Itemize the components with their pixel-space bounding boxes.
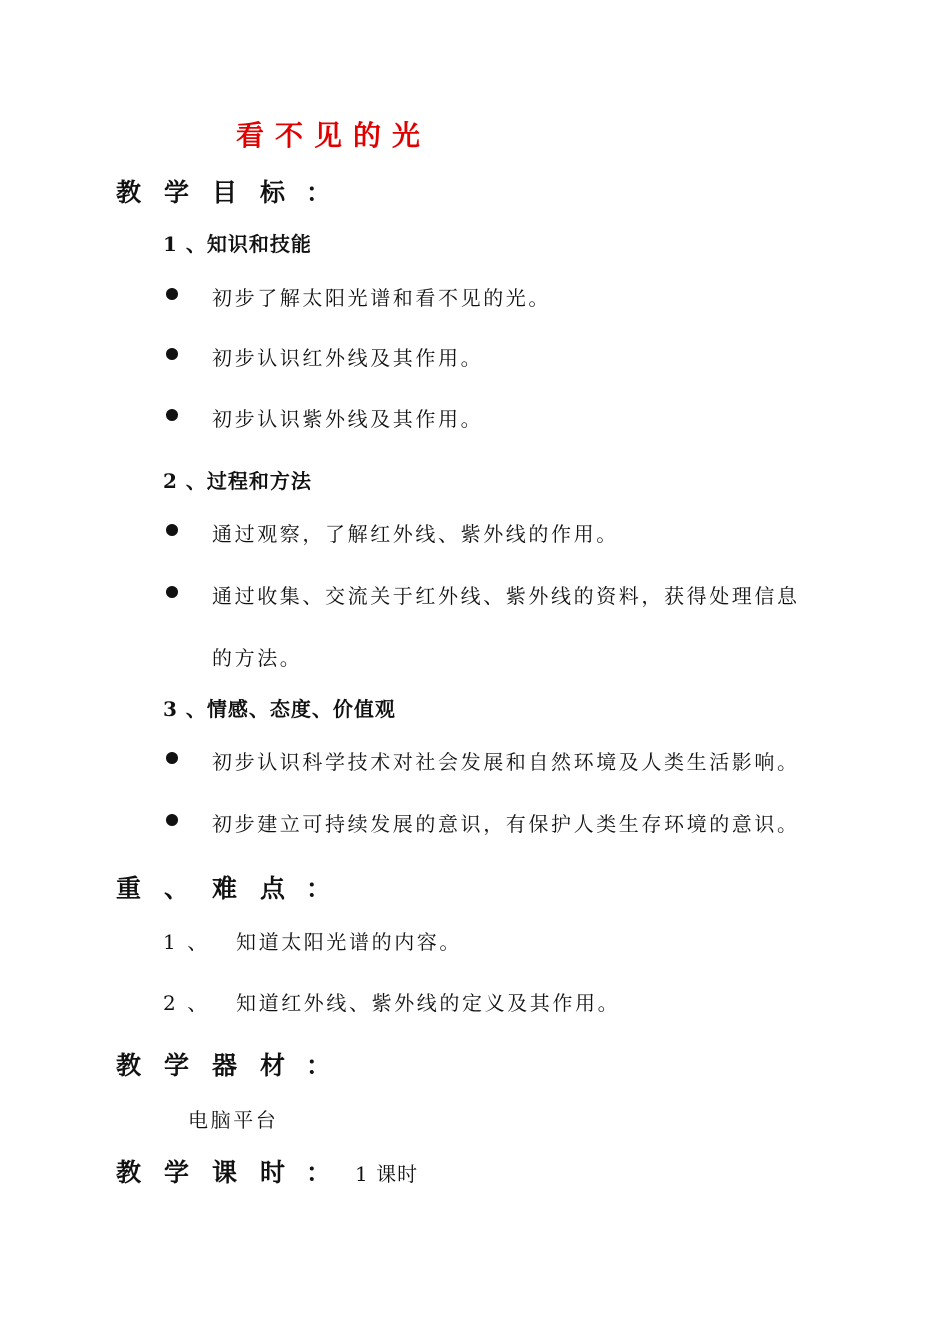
heading-char: 重 xyxy=(116,874,142,903)
section-label: 1 、知识和技能 xyxy=(163,232,312,256)
equipment-text: 电脑平台 xyxy=(188,1108,279,1132)
heading-char: ： xyxy=(306,874,332,903)
heading-char: 时 xyxy=(260,1158,286,1187)
objective-item: 初步认识科学技术对社会发展和自然环境及人类生活影响。 xyxy=(212,750,800,774)
heading-char: 器 xyxy=(212,1051,238,1080)
objective-item: 初步认识红外线及其作用。 xyxy=(212,346,484,370)
key-point-text: 知道红外线、紫外线的定义及其作用。 xyxy=(236,991,621,1015)
section-label: 3 、情感、态度、价值观 xyxy=(163,697,396,721)
objective-item: 通过收集、交流关于红外线、紫外线的资料，获得处理信息 xyxy=(212,584,800,608)
heading-char: 难 xyxy=(212,874,238,903)
key-point-number: 2 、 xyxy=(163,991,210,1015)
section-label: 2 、过程和方法 xyxy=(163,469,312,493)
key-point-number: 1 、 xyxy=(163,930,210,954)
bullet-icon xyxy=(166,288,178,300)
bullet-icon xyxy=(166,814,178,826)
heading-char: ： xyxy=(306,1051,332,1080)
heading-char: 教 xyxy=(116,1158,142,1187)
bullet-icon xyxy=(166,752,178,764)
heading-char: 学 xyxy=(164,1051,190,1080)
heading-char: 、 xyxy=(164,874,190,903)
objective-item: 初步认识紫外线及其作用。 xyxy=(212,407,484,431)
objective-item: 初步建立可持续发展的意识，有保护人类生存环境的意识。 xyxy=(212,812,800,836)
document-title: 看不见的光 xyxy=(236,119,432,152)
objective-item: 通过观察，了解红外线、紫外线的作用。 xyxy=(212,522,619,546)
heading-char: 点 xyxy=(260,874,286,903)
key-point-text: 知道太阳光谱的内容。 xyxy=(236,930,462,954)
heading-char: 学 xyxy=(164,178,190,207)
heading-char: ： xyxy=(306,1158,332,1187)
bullet-icon xyxy=(166,348,178,360)
heading-char: 教 xyxy=(116,1051,142,1080)
hours-value: 1 课时 xyxy=(355,1162,419,1186)
bullet-icon xyxy=(166,524,178,536)
heading-char: 标 xyxy=(260,178,286,207)
bullet-icon xyxy=(166,409,178,421)
heading-char: 材 xyxy=(260,1051,286,1080)
heading-char: 教 xyxy=(116,178,142,207)
heading-char: ： xyxy=(306,178,332,207)
objective-item-continuation: 的方法。 xyxy=(212,646,303,670)
bullet-icon xyxy=(166,586,178,598)
heading-char: 学 xyxy=(164,1158,190,1187)
heading-char: 目 xyxy=(212,178,238,207)
objective-item: 初步了解太阳光谱和看不见的光。 xyxy=(212,286,551,310)
heading-char: 课 xyxy=(212,1158,238,1187)
